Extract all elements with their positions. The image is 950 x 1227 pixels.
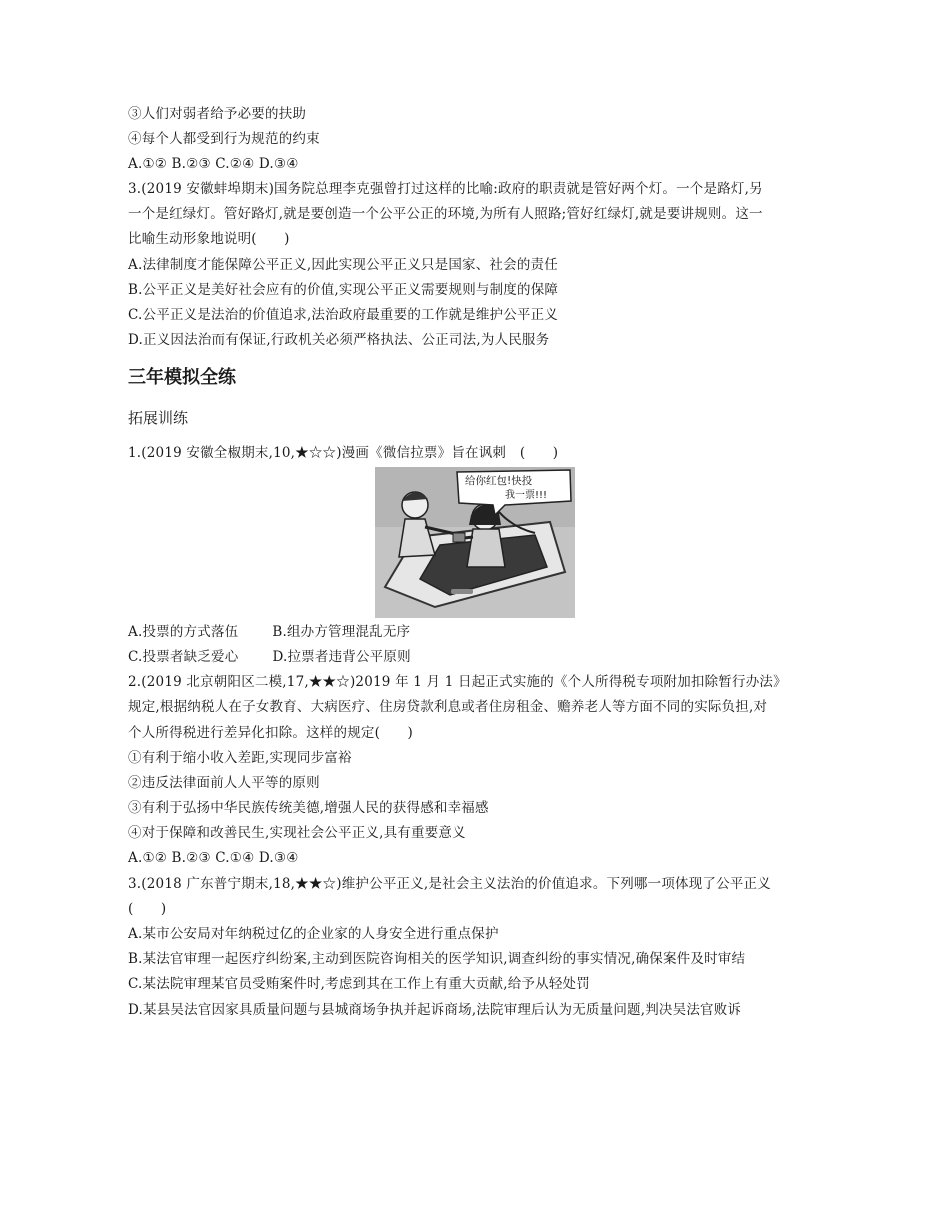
prev-choices: A.①② B.②③ C.②④ D.③④ [128, 156, 299, 172]
s2-stem-line-1: 2.(2019 北京朝阳区二模,17,★★☆)2019 年 1 月 1 日起正式实施的《个人所得税专项附加扣除暂行办法》 [128, 674, 787, 690]
q3-stem-line-3: 比喻生动形象地说明( ) [128, 231, 290, 247]
s2-stem-line-2: 规定,根据纳税人在子女教育、大病医疗、住房贷款利息或者住房租金、赡养老人等方面不同的实际负担,对 [128, 699, 768, 715]
s2-choices: A.①② B.②③ C.①④ D.③④ [128, 850, 299, 866]
section-subtitle: 拓展训练 [128, 409, 189, 427]
cartoon-bubble-line-2: 我一票!!! [505, 490, 548, 501]
s1-stem: 1.(2019 安徽全椒期末,10,★☆☆)漫画《微信拉票》旨在讽刺 ( ) [128, 445, 559, 461]
s3-option-a: A.某市公安局对年纳税过亿的企业家的人身安全进行重点保护 [128, 926, 499, 942]
s1-options-row-1 [128, 623, 410, 641]
s2-item-1: ①有利于缩小收入差距,实现同步富裕 [128, 750, 352, 766]
s2-item-4: ④对于保障和改善民生,实现社会公平正义,具有重要意义 [128, 825, 466, 841]
prev-item-4: ④每个人都受到行为规范的约束 [128, 131, 320, 147]
q3-option-b: B.公平正义是美好社会应有的价值,实现公平正义需要规则与制度的保障 [128, 282, 559, 298]
q3-option-c: C.公平正义是法治的价值追求,法治政府最重要的工作就是维护公平正义 [128, 307, 559, 323]
cartoon-bubble-line-1: 给你红包!快投 [465, 475, 533, 487]
s3-stem-line-1: 3.(2018 广东普宁期末,18,★★☆)维护公平正义,是社会主义法治的价值追求。下列哪一项体现了公平正义 [128, 876, 771, 892]
s1-option-d: D.拉票者违背公平原则 [272, 649, 411, 665]
q3-option-d: D.正义因法治而有保证,行政机关必须严格执法、公正司法,为人民服务 [128, 332, 550, 348]
s3-option-c: C.某法院审理某官员受贿案件时,考虑到其在工作上有重大贡献,给予从轻处罚 [128, 976, 590, 992]
s1-option-a: A.投票的方式落伍 [128, 624, 239, 640]
s3-option-d: D.某县吴法官因家具质量问题与县城商场争执并起诉商场,法院审理后认为无质量问题,判决吴法官败诉 [128, 1002, 742, 1018]
cartoon-image [375, 467, 575, 618]
section-title: 三年模拟全练 [128, 367, 236, 388]
prev-item-3: ③人们对弱者给予必要的扶助 [128, 106, 307, 122]
s2-item-2: ②违反法律面前人人平等的原则 [128, 775, 320, 791]
s3-option-b: B.某法官审理一起医疗纠纷案,主动到医院咨询相关的医学知识,调查纠纷的事实情况,确保案件及时审结 [128, 951, 746, 967]
q3-option-a: A.法律制度才能保障公平正义,因此实现公平正义只是国家、社会的责任 [128, 257, 558, 273]
s2-stem-line-3: 个人所得税进行差异化扣除。这样的规定( ) [128, 725, 413, 741]
s1-option-b: B.组办方管理混乱无序 [272, 624, 411, 640]
s3-stem-line-2: ( ) [128, 901, 167, 917]
q3-stem-line-1: 3.(2019 安徽蚌埠期末)国务院总理李克强曾打过这样的比喻:政府的职责就是管好两个灯。一个是路灯,另 [128, 181, 763, 197]
s2-item-3: ③有利于弘扬中华民族传统美德,增强人民的获得感和幸福感 [128, 800, 489, 816]
q3-stem-line-2: 一个是红绿灯。管好路灯,就是要创造一个公平公正的环境,为所有人照路;管好红绿灯,就是要讲规则。这一 [128, 206, 763, 222]
s1-option-c: C.投票者缺乏爱心 [128, 649, 239, 665]
s1-options-row-2 [128, 648, 411, 666]
